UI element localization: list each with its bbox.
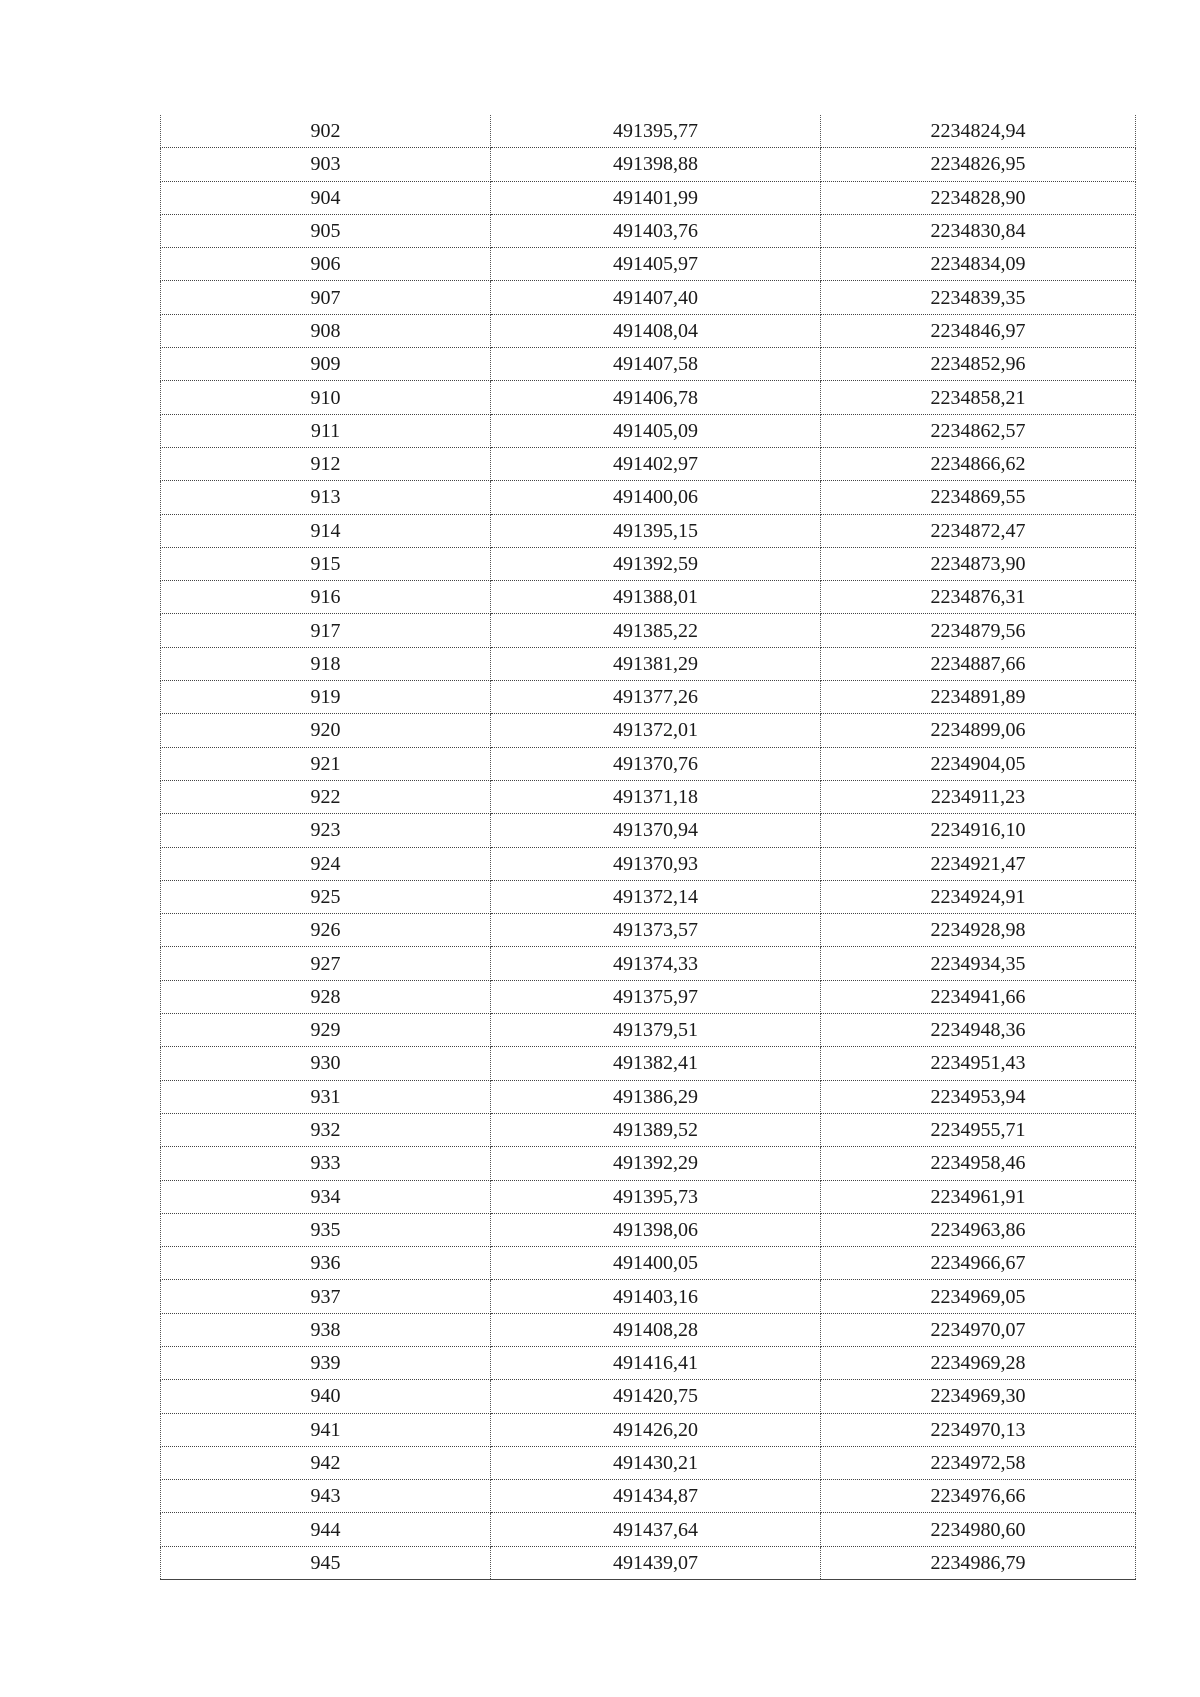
x-coordinate-cell: 491406,78 <box>491 381 821 414</box>
point-number-cell: 920 <box>161 714 491 747</box>
table-row <box>161 181 1136 214</box>
y-coordinate-cell: 2234876,31 <box>821 581 1136 614</box>
x-coordinate-cell: 491395,73 <box>491 1180 821 1213</box>
table-row <box>161 414 1136 447</box>
y-coordinate-cell: 2234969,05 <box>821 1280 1136 1313</box>
y-coordinate-cell: 2234966,67 <box>821 1247 1136 1280</box>
table-row <box>161 314 1136 347</box>
point-number-cell: 914 <box>161 514 491 547</box>
point-number-cell: 934 <box>161 1180 491 1213</box>
x-coordinate-cell: 491426,20 <box>491 1413 821 1446</box>
y-coordinate-cell: 2234948,36 <box>821 1014 1136 1047</box>
point-number-cell: 925 <box>161 880 491 913</box>
y-coordinate-cell: 2234879,56 <box>821 614 1136 647</box>
table-row <box>161 214 1136 247</box>
y-coordinate-cell: 2234826,95 <box>821 148 1136 181</box>
y-coordinate-cell: 2234887,66 <box>821 647 1136 680</box>
table-row <box>161 381 1136 414</box>
table-row <box>161 714 1136 747</box>
x-coordinate-cell: 491403,16 <box>491 1280 821 1313</box>
y-coordinate-cell: 2234824,94 <box>821 115 1136 148</box>
x-coordinate-cell: 491398,06 <box>491 1213 821 1246</box>
table-row <box>161 115 1136 148</box>
y-coordinate-cell: 2234972,58 <box>821 1446 1136 1479</box>
point-number-cell: 911 <box>161 414 491 447</box>
table-row <box>161 1513 1136 1546</box>
x-coordinate-cell: 491379,51 <box>491 1014 821 1047</box>
point-number-cell: 930 <box>161 1047 491 1080</box>
y-coordinate-cell: 2234830,84 <box>821 214 1136 247</box>
y-coordinate-cell: 2234980,60 <box>821 1513 1136 1546</box>
x-coordinate-cell: 491395,15 <box>491 514 821 547</box>
table-row <box>161 880 1136 913</box>
y-coordinate-cell: 2234953,94 <box>821 1080 1136 1113</box>
table-row <box>161 148 1136 181</box>
table-row <box>161 1113 1136 1146</box>
point-number-cell: 929 <box>161 1014 491 1047</box>
table-row <box>161 1213 1136 1246</box>
table-row <box>161 1446 1136 1479</box>
y-coordinate-cell: 2234866,62 <box>821 447 1136 480</box>
point-number-cell: 938 <box>161 1313 491 1346</box>
point-number-cell: 935 <box>161 1213 491 1246</box>
x-coordinate-cell: 491416,41 <box>491 1346 821 1379</box>
point-number-cell: 915 <box>161 547 491 580</box>
y-coordinate-cell: 2234969,28 <box>821 1346 1136 1379</box>
table-row <box>161 1014 1136 1047</box>
table-row <box>161 547 1136 580</box>
y-coordinate-cell: 2234955,71 <box>821 1113 1136 1146</box>
coordinates-table <box>160 115 1136 1580</box>
x-coordinate-cell: 491400,05 <box>491 1247 821 1280</box>
x-coordinate-cell: 491375,97 <box>491 980 821 1013</box>
table-row <box>161 348 1136 381</box>
table-row <box>161 248 1136 281</box>
x-coordinate-cell: 491372,01 <box>491 714 821 747</box>
x-coordinate-cell: 491430,21 <box>491 1446 821 1479</box>
y-coordinate-cell: 2234862,57 <box>821 414 1136 447</box>
point-number-cell: 904 <box>161 181 491 214</box>
x-coordinate-cell: 491388,01 <box>491 581 821 614</box>
table-row <box>161 1380 1136 1413</box>
point-number-cell: 922 <box>161 780 491 813</box>
y-coordinate-cell: 2234969,30 <box>821 1380 1136 1413</box>
point-number-cell: 919 <box>161 681 491 714</box>
point-number-cell: 936 <box>161 1247 491 1280</box>
point-number-cell: 905 <box>161 214 491 247</box>
x-coordinate-cell: 491439,07 <box>491 1546 821 1579</box>
x-coordinate-cell: 491420,75 <box>491 1380 821 1413</box>
point-number-cell: 928 <box>161 980 491 1013</box>
x-coordinate-cell: 491392,59 <box>491 547 821 580</box>
point-number-cell: 924 <box>161 847 491 880</box>
table-row <box>161 1147 1136 1180</box>
y-coordinate-cell: 2234951,43 <box>821 1047 1136 1080</box>
table-row <box>161 1047 1136 1080</box>
y-coordinate-cell: 2234846,97 <box>821 314 1136 347</box>
point-number-cell: 913 <box>161 481 491 514</box>
coordinates-table-body <box>161 115 1136 1580</box>
table-row <box>161 1180 1136 1213</box>
x-coordinate-cell: 491408,04 <box>491 314 821 347</box>
y-coordinate-cell: 2234834,09 <box>821 248 1136 281</box>
x-coordinate-cell: 491372,14 <box>491 880 821 913</box>
table-row <box>161 1413 1136 1446</box>
x-coordinate-cell: 491373,57 <box>491 914 821 947</box>
x-coordinate-cell: 491402,97 <box>491 447 821 480</box>
y-coordinate-cell: 2234872,47 <box>821 514 1136 547</box>
y-coordinate-cell: 2234970,07 <box>821 1313 1136 1346</box>
x-coordinate-cell: 491374,33 <box>491 947 821 980</box>
table-row <box>161 1346 1136 1379</box>
table-row <box>161 980 1136 1013</box>
y-coordinate-cell: 2234891,89 <box>821 681 1136 714</box>
x-coordinate-cell: 491386,29 <box>491 1080 821 1113</box>
point-number-cell: 927 <box>161 947 491 980</box>
x-coordinate-cell: 491370,76 <box>491 747 821 780</box>
point-number-cell: 907 <box>161 281 491 314</box>
table-row <box>161 1080 1136 1113</box>
table-row <box>161 1480 1136 1513</box>
table-row <box>161 1313 1136 1346</box>
point-number-cell: 932 <box>161 1113 491 1146</box>
table-row <box>161 447 1136 480</box>
x-coordinate-cell: 491400,06 <box>491 481 821 514</box>
table-row <box>161 947 1136 980</box>
point-number-cell: 944 <box>161 1513 491 1546</box>
table-row <box>161 1247 1136 1280</box>
y-coordinate-cell: 2234904,05 <box>821 747 1136 780</box>
point-number-cell: 931 <box>161 1080 491 1113</box>
y-coordinate-cell: 2234873,90 <box>821 547 1136 580</box>
point-number-cell: 921 <box>161 747 491 780</box>
y-coordinate-cell: 2234911,23 <box>821 780 1136 813</box>
y-coordinate-cell: 2234852,96 <box>821 348 1136 381</box>
x-coordinate-cell: 491371,18 <box>491 780 821 813</box>
x-coordinate-cell: 491381,29 <box>491 647 821 680</box>
y-coordinate-cell: 2234963,86 <box>821 1213 1136 1246</box>
point-number-cell: 940 <box>161 1380 491 1413</box>
point-number-cell: 943 <box>161 1480 491 1513</box>
x-coordinate-cell: 491395,77 <box>491 115 821 148</box>
x-coordinate-cell: 491401,99 <box>491 181 821 214</box>
y-coordinate-cell: 2234899,06 <box>821 714 1136 747</box>
x-coordinate-cell: 491437,64 <box>491 1513 821 1546</box>
y-coordinate-cell: 2234924,91 <box>821 880 1136 913</box>
x-coordinate-cell: 491392,29 <box>491 1147 821 1180</box>
y-coordinate-cell: 2234961,91 <box>821 1180 1136 1213</box>
table-row <box>161 647 1136 680</box>
point-number-cell: 908 <box>161 314 491 347</box>
point-number-cell: 926 <box>161 914 491 947</box>
y-coordinate-cell: 2234970,13 <box>821 1413 1136 1446</box>
point-number-cell: 906 <box>161 248 491 281</box>
point-number-cell: 917 <box>161 614 491 647</box>
x-coordinate-cell: 491407,40 <box>491 281 821 314</box>
table-row <box>161 747 1136 780</box>
y-coordinate-cell: 2234858,21 <box>821 381 1136 414</box>
y-coordinate-cell: 2234976,66 <box>821 1480 1136 1513</box>
x-coordinate-cell: 491434,87 <box>491 1480 821 1513</box>
table-row <box>161 681 1136 714</box>
table-row <box>161 1280 1136 1313</box>
point-number-cell: 916 <box>161 581 491 614</box>
x-coordinate-cell: 491408,28 <box>491 1313 821 1346</box>
x-coordinate-cell: 491405,09 <box>491 414 821 447</box>
table-row <box>161 514 1136 547</box>
y-coordinate-cell: 2234958,46 <box>821 1147 1136 1180</box>
point-number-cell: 912 <box>161 447 491 480</box>
table-row <box>161 614 1136 647</box>
point-number-cell: 941 <box>161 1413 491 1446</box>
point-number-cell: 933 <box>161 1147 491 1180</box>
point-number-cell: 923 <box>161 814 491 847</box>
table-row <box>161 847 1136 880</box>
point-number-cell: 945 <box>161 1546 491 1579</box>
point-number-cell: 937 <box>161 1280 491 1313</box>
x-coordinate-cell: 491403,76 <box>491 214 821 247</box>
x-coordinate-cell: 491398,88 <box>491 148 821 181</box>
table-row <box>161 581 1136 614</box>
x-coordinate-cell: 491385,22 <box>491 614 821 647</box>
y-coordinate-cell: 2234828,90 <box>821 181 1136 214</box>
x-coordinate-cell: 491382,41 <box>491 1047 821 1080</box>
point-number-cell: 939 <box>161 1346 491 1379</box>
table-row <box>161 814 1136 847</box>
y-coordinate-cell: 2234869,55 <box>821 481 1136 514</box>
y-coordinate-cell: 2234941,66 <box>821 980 1136 1013</box>
x-coordinate-cell: 491407,58 <box>491 348 821 381</box>
point-number-cell: 903 <box>161 148 491 181</box>
table-row <box>161 481 1136 514</box>
table-row <box>161 1546 1136 1579</box>
point-number-cell: 902 <box>161 115 491 148</box>
point-number-cell: 910 <box>161 381 491 414</box>
point-number-cell: 909 <box>161 348 491 381</box>
table-row <box>161 914 1136 947</box>
y-coordinate-cell: 2234934,35 <box>821 947 1136 980</box>
point-number-cell: 942 <box>161 1446 491 1479</box>
x-coordinate-cell: 491370,94 <box>491 814 821 847</box>
y-coordinate-cell: 2234928,98 <box>821 914 1136 947</box>
y-coordinate-cell: 2234916,10 <box>821 814 1136 847</box>
table-row <box>161 281 1136 314</box>
y-coordinate-cell: 2234921,47 <box>821 847 1136 880</box>
point-number-cell: 918 <box>161 647 491 680</box>
table-row <box>161 780 1136 813</box>
x-coordinate-cell: 491405,97 <box>491 248 821 281</box>
x-coordinate-cell: 491389,52 <box>491 1113 821 1146</box>
x-coordinate-cell: 491370,93 <box>491 847 821 880</box>
x-coordinate-cell: 491377,26 <box>491 681 821 714</box>
y-coordinate-cell: 2234986,79 <box>821 1546 1136 1579</box>
y-coordinate-cell: 2234839,35 <box>821 281 1136 314</box>
